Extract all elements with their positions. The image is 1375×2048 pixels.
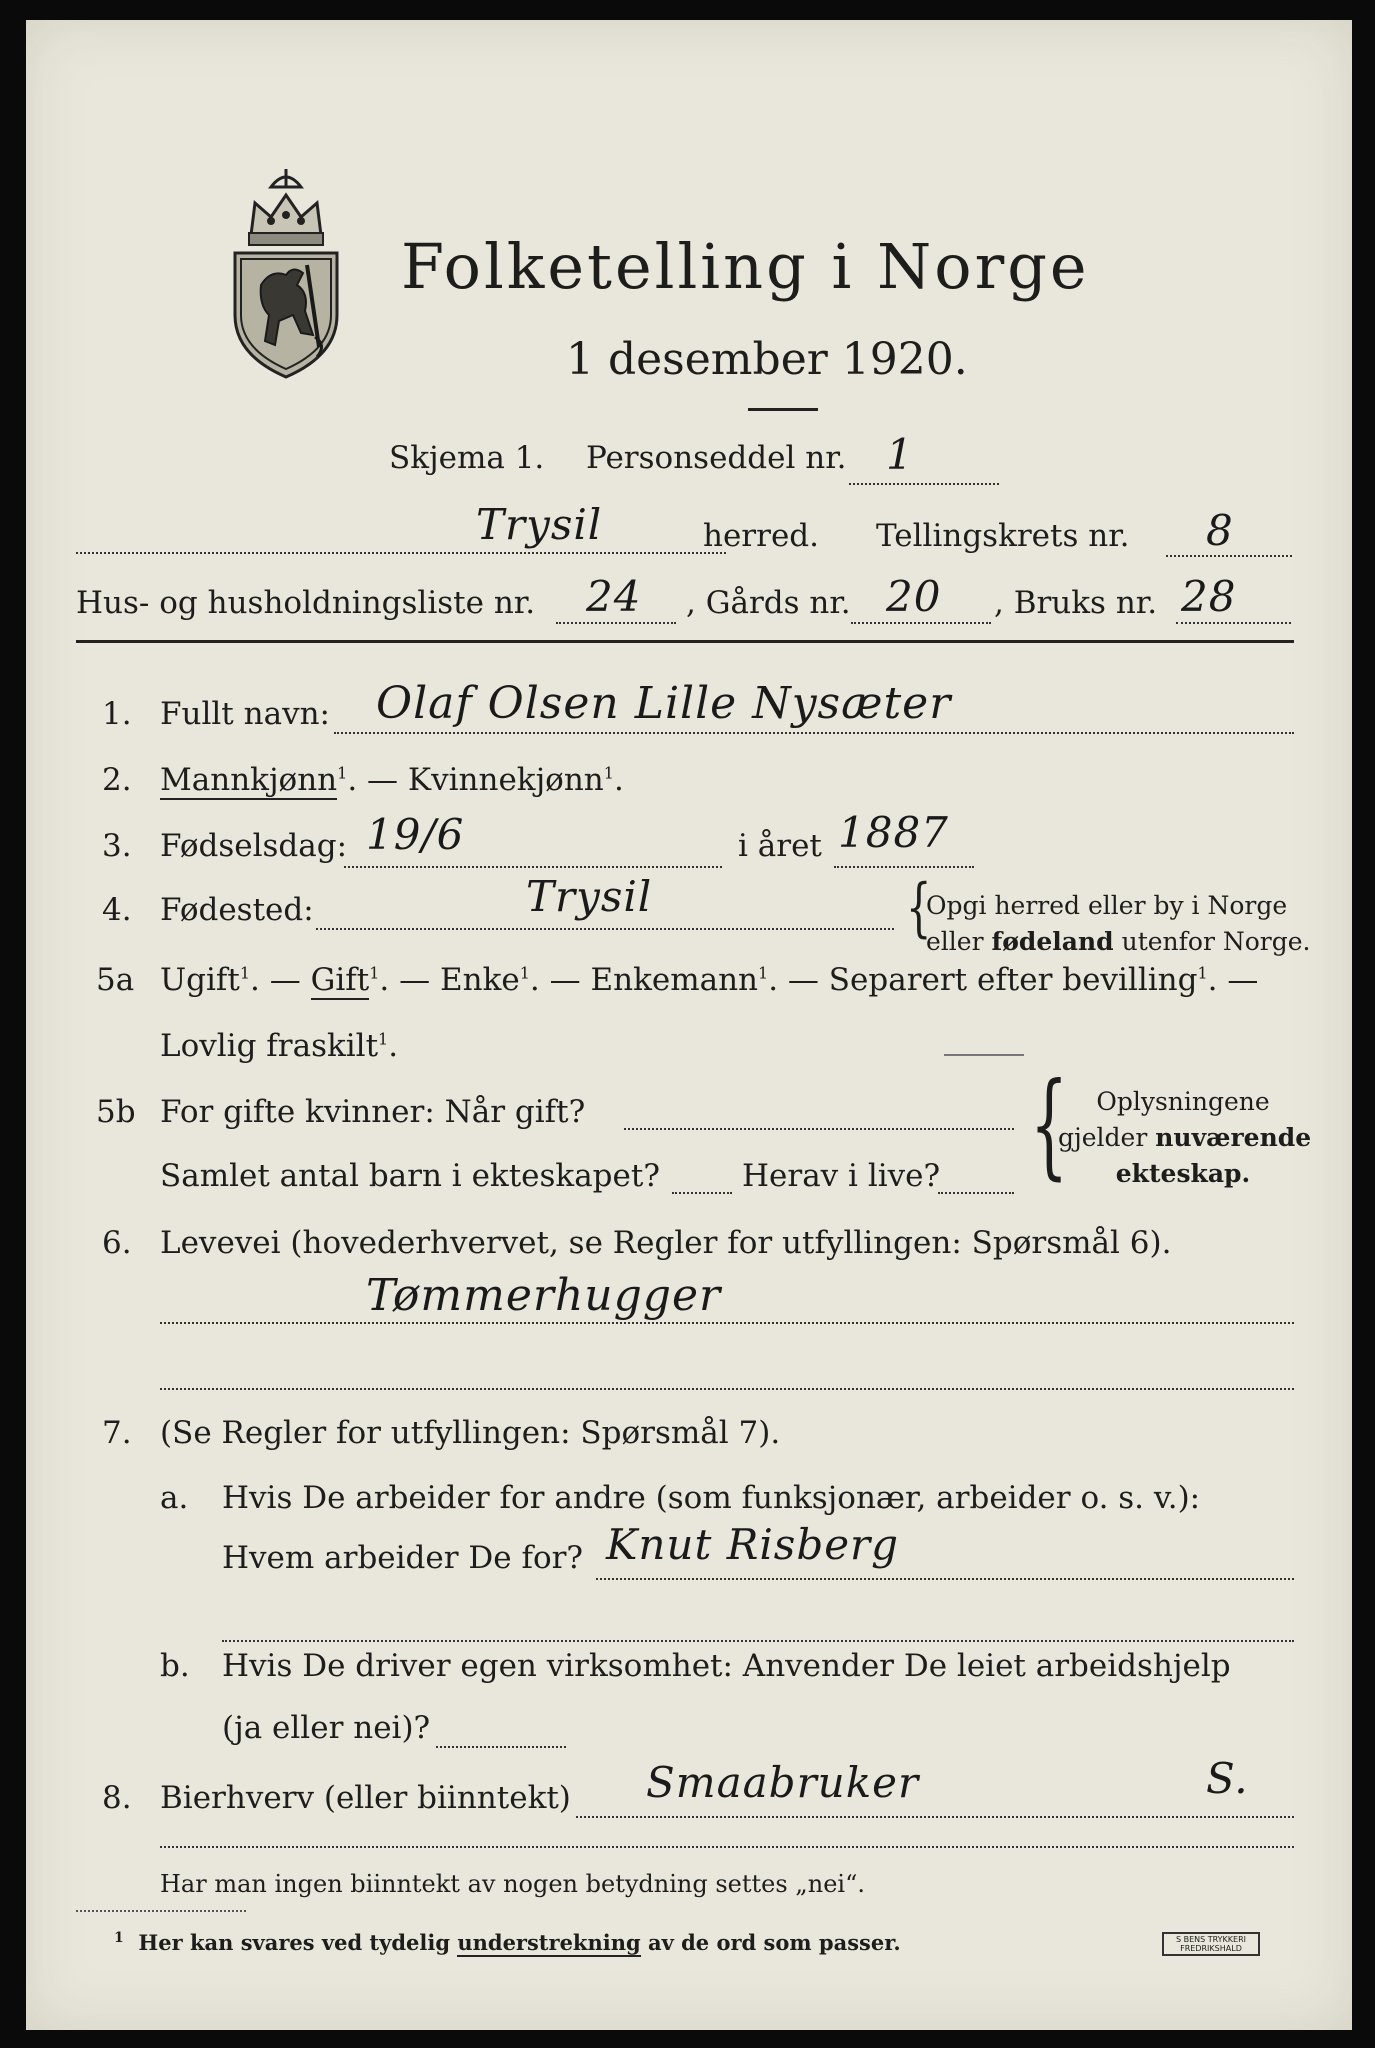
gards-label: , Gårds nr. — [686, 585, 851, 621]
printer-stamp — [1162, 1932, 1260, 1956]
note-line — [926, 924, 1310, 960]
hus-field[interactable]: 24 — [586, 572, 642, 621]
separator: . — — [347, 762, 399, 798]
occupation-field[interactable]: Tømmerhugger — [366, 1270, 722, 1321]
herred-label: herred. — [703, 518, 819, 554]
footnote-ref: 1 — [337, 763, 348, 783]
note-line — [1058, 1120, 1312, 1156]
marital-status-options — [160, 962, 1258, 998]
bruks-field[interactable]: 28 — [1181, 572, 1237, 621]
herred-field[interactable]: Trysil — [476, 500, 603, 549]
option-mannkjonn[interactable]: Mannkjønn — [160, 762, 338, 798]
tellingskrets-field-line — [1166, 555, 1292, 557]
employer-field[interactable]: Knut Risberg — [606, 1520, 900, 1569]
q7b-label: Hvis De driver egen virksomhet: Anvender De leiet arbeidshjelp — [222, 1648, 1231, 1684]
census-form-page — [26, 20, 1352, 2030]
employer-field-line — [596, 1578, 1294, 1580]
children-count-label: Samlet antal barn i ekteskapet? — [160, 1158, 660, 1194]
q8-number: 8. — [102, 1780, 132, 1816]
marriage-note — [1058, 1084, 1312, 1192]
q5a-number: 5a — [96, 962, 135, 998]
q7a-letter: a. — [160, 1480, 189, 1516]
footnote-divider — [76, 1910, 246, 1912]
occupation-field-line — [160, 1322, 1294, 1324]
herred-field-line — [76, 552, 726, 554]
tellingskrets-label: Tellingskrets nr. — [876, 518, 1130, 554]
footnote — [114, 1930, 901, 1955]
sex-options — [160, 762, 624, 798]
footnote-ref: 1 — [603, 763, 614, 783]
children-alive-field[interactable] — [938, 1192, 1014, 1194]
birth-year-field-line — [834, 866, 974, 868]
marital-status-options-cont: Lovlig fraskilt$^1$. — [160, 1028, 399, 1064]
separator: . — — [529, 962, 581, 998]
note-line: Oplysningene — [1096, 1087, 1270, 1116]
birthplace-note — [926, 888, 1310, 960]
employer-field-line-2[interactable] — [222, 1640, 1294, 1642]
footnote-ref: 1 — [369, 963, 380, 983]
footnote-ref: 1 — [519, 963, 530, 983]
printer-stamp-line: FREDRIKSHALD — [1180, 1944, 1242, 1953]
personseddel-field-line — [849, 483, 999, 485]
footnote-ref: 1 — [378, 1029, 389, 1049]
bruks-field-line — [1176, 622, 1291, 624]
note-text: utenfor Norge. — [1113, 927, 1311, 956]
side-income-field-line — [576, 1816, 1294, 1818]
footnote-text: av de ord som passer. — [640, 1930, 901, 1955]
children-count-field[interactable] — [672, 1192, 732, 1194]
hus-field-line — [556, 622, 676, 624]
stray-mark — [944, 1054, 1024, 1056]
birth-year-label: i året — [738, 828, 822, 864]
footnote-number: 1 — [114, 1930, 124, 1946]
q5b-label: For gifte kvinner: Når gift? — [160, 1094, 586, 1130]
q6-label: Levevei (hovederhvervet, se Regler for utfyllingen: Spørsmål 6). — [160, 1225, 1172, 1261]
employer-label: Hvem arbeider De for? — [222, 1540, 584, 1576]
side-income-suffix: S. — [1206, 1754, 1249, 1803]
q7-number: 7. — [102, 1415, 132, 1451]
q5b-number: 5b — [96, 1094, 136, 1130]
option-gift[interactable]: Gift — [310, 962, 370, 998]
gards-field-line — [851, 622, 991, 624]
schema-label: Skjema 1. — [389, 440, 545, 476]
tellingskrets-field[interactable]: 8 — [1206, 506, 1234, 555]
separator: . — — [768, 962, 819, 998]
q1-label: Fullt navn: — [160, 696, 330, 732]
q6-number: 6. — [102, 1225, 132, 1261]
separator: . — — [250, 962, 301, 998]
full-name-field[interactable]: Olaf Olsen Lille Nysæter — [376, 678, 952, 729]
q1-number: 1. — [102, 696, 132, 732]
note-text-bold: nuværende — [1155, 1123, 1312, 1152]
q8-label: Bierhverv (eller biinntekt) — [160, 1780, 571, 1816]
separator: . — — [379, 962, 431, 998]
note-line: Opgi herred eller by i Norge — [926, 891, 1288, 920]
title-divider — [748, 408, 818, 411]
note-text: gjelder — [1058, 1123, 1156, 1152]
footnote-ref: 1 — [758, 963, 769, 983]
hus-label: Hus- og husholdningsliste nr. — [76, 585, 536, 621]
q7-label: (Se Regler for utfyllingen: Spørsmål 7). — [160, 1415, 781, 1451]
option-ugift[interactable]: Ugift — [160, 962, 240, 998]
side-income-field-line-2[interactable] — [160, 1846, 1294, 1848]
form-title: Folketelling i Norge — [401, 230, 1090, 303]
personseddel-label: Personseddel nr. — [586, 440, 847, 476]
header-separator — [76, 640, 1294, 643]
hired-help-field[interactable] — [436, 1746, 566, 1748]
personseddel-field[interactable]: 1 — [886, 430, 914, 479]
q7a-label: Hvis De arbeider for andre (som funksjonær, arbeider o. s. v.): — [222, 1480, 1201, 1516]
side-income-field[interactable]: Smaabruker — [646, 1758, 920, 1807]
hired-help-label: (ja eller nei)? — [222, 1710, 431, 1746]
birthplace-field[interactable]: Trysil — [526, 872, 653, 921]
census-date: 1 desember 1920. — [566, 334, 968, 385]
gards-field[interactable]: 20 — [886, 572, 942, 621]
option-kvinnekjonn[interactable]: Kvinnekjønn — [407, 762, 604, 798]
birthday-field[interactable]: 19/6 — [366, 810, 465, 859]
separator: . — — [1207, 962, 1259, 998]
norway-coat-of-arms-icon — [231, 165, 341, 380]
full-name-field-line — [334, 732, 1294, 734]
footnote-ref: 1 — [1197, 963, 1208, 983]
brace: { — [1030, 1059, 1069, 1193]
note-text: eller — [926, 927, 992, 956]
footnote-text-underlined: understrekning — [457, 1930, 641, 1955]
brace: { — [906, 871, 932, 945]
occupation-field-line-2[interactable] — [160, 1388, 1294, 1390]
footnote-text: Her kan svares ved tydelig — [138, 1930, 458, 1955]
nei-instruction: Har man ingen biinntekt av nogen betydning settes „nei“. — [160, 1870, 865, 1898]
married-when-field[interactable] — [624, 1128, 1014, 1130]
children-alive-label: Herav i live? — [742, 1158, 941, 1194]
q3-number: 3. — [102, 828, 132, 864]
printer-stamp-line: S BENS TRYKKERI — [1175, 1935, 1247, 1944]
option-enkemann[interactable]: Enkemann — [590, 962, 759, 998]
q7b-letter: b. — [160, 1648, 190, 1684]
footnote-ref: 1 — [239, 963, 251, 983]
q3-label: Fødselsdag: — [160, 828, 348, 864]
q4-number: 4. — [102, 892, 132, 928]
birthday-field-line — [344, 866, 722, 868]
option-lovlig-fraskilt[interactable]: Lovlig fraskilt — [160, 1028, 379, 1064]
note-text-bold: fødeland — [991, 927, 1114, 956]
option-enke[interactable]: Enke — [439, 962, 520, 998]
note-line: ekteskap. — [1115, 1159, 1251, 1188]
bruks-label: , Bruks nr. — [994, 585, 1158, 621]
birth-year-field[interactable]: 1887 — [838, 808, 949, 857]
q2-number: 2. — [102, 762, 132, 798]
q4-label: Fødested: — [160, 892, 314, 928]
option-separert[interactable]: Separert efter bevilling — [828, 962, 1198, 998]
separator: . — [613, 762, 624, 798]
birthplace-field-line — [316, 928, 894, 930]
